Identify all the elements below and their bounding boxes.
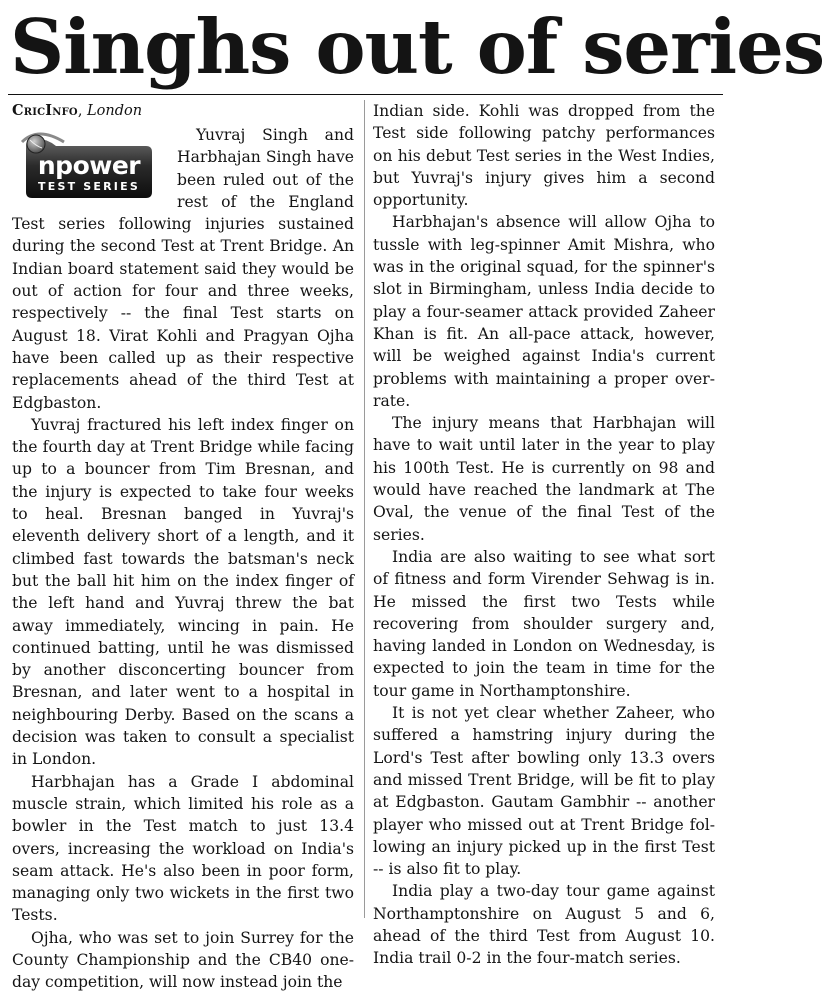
npower-logo-graphic (16, 130, 156, 204)
column1-paragraph-3: Harbhajan has a Grade I abdominal muscle strain, which limited his role as a bowler in the Test match to just 13.4 overs, increasing the workload on India's seam attack. He's also been in poor form, managing only two wickets in the first two Tests. (12, 772, 354, 925)
article-column-2 (373, 100, 715, 970)
article-column-1 (12, 100, 354, 994)
npower-test-series-logo (12, 126, 167, 210)
byline-location: London (87, 103, 143, 119)
column2-paragraph-6: India play a two-day tour game against Northamptonshire on August 5 and 6, ahead of the third Test from August 10. India trail 0-2 in the four-match series. (373, 882, 715, 968)
column2-paragraph-1: Indian side. Kohli was dropped from the Test side following patchy performances on his debut Test series in the West Indies, but Yuvraj's injury gives him a second opportunity. (373, 102, 715, 210)
logo-brand-text: npower (37, 151, 141, 180)
column1-paragraph-2: Yuvraj fractured his left index finger on the fourth day at Trent Bridge while facing up to a bouncer from Tim Bresnan, and the injury is expected to take four weeks to heal. Bresnan banged in Yuvraj's eleventh delivery short of a length, and it climbed fast towards the batsman's neck but the ball hit him on the index finger of the left hand and Yuvraj threw the bat away immediately, wincing in pain. He continued batting, until he was dismissed by another disconcerting bouncer from Bresnan, and later went to a hospital in neighbouring Derby. Based on the scans a decision was taken to consult a specialist in London. (12, 415, 354, 769)
column-divider (364, 100, 365, 918)
column2-paragraph-3: The injury means that Harbhajan will have to wait until later in the year to play his 100th Test. He is currently on 98 and would have reached the landmark at The Oval, the venue of the final Test of the series. (373, 414, 715, 544)
logo-subtitle-text: TEST SERIES (38, 180, 140, 193)
column1-paragraph-1: Yuvraj Singh and Harbhajan Singh have been ruled out of the rest of the England Test series following injuries sustained during the second Test at Trent Bridge. An Indian board statement said they would be out of action for four and three weeks, respectively -- the final Test starts on August 18. Virat Kohli and Pragyan Ojha have been called up as their respective replacements ahead of the third Test at Edgbaston. (12, 126, 354, 412)
byline-source: CricInfo (12, 102, 78, 119)
column2-paragraph-2: Harbhajan's absence will allow Ojha to tussle with leg-spinner Amit Mishra, who was in the original squad, for the spinner's slot in Birmingham, unless India decide to play a four-seamer attack provided Zaheer Khan is fit. An all-pace attack, however, will be weighed against India's current problems with maintaining a proper over-rate. (373, 213, 715, 410)
headline-rule (8, 94, 723, 95)
column2-paragraph-5: It is not yet clear whether Zaheer, who suffered a hamstring injury during the Lord's Test after bowling only 13.3 overs and missed Trent Bridge, will be fit to play at Edgbaston. Gautam Gambhir -- another player who missed out at Trent Bridge following an injury picked up in the first Test -- is also fit to play. (373, 704, 715, 879)
column2-paragraph-4: India are also waiting to see what sort of fitness and form Virender Sehwag is in. He missed the first two Tests while recovering from shoulder surgery and, having landed in London on Wednesday, is expected to join the team in time for the tour game in Northamptonshire. (373, 547, 715, 700)
byline (12, 100, 354, 122)
column1-paragraph-4: Ojha, who was set to join Surrey for the County Championship and the CB40 one-day competition, will now instead join the (12, 928, 354, 992)
byline-separator: , (77, 103, 88, 119)
headline: Singhs out of series (10, 3, 824, 91)
